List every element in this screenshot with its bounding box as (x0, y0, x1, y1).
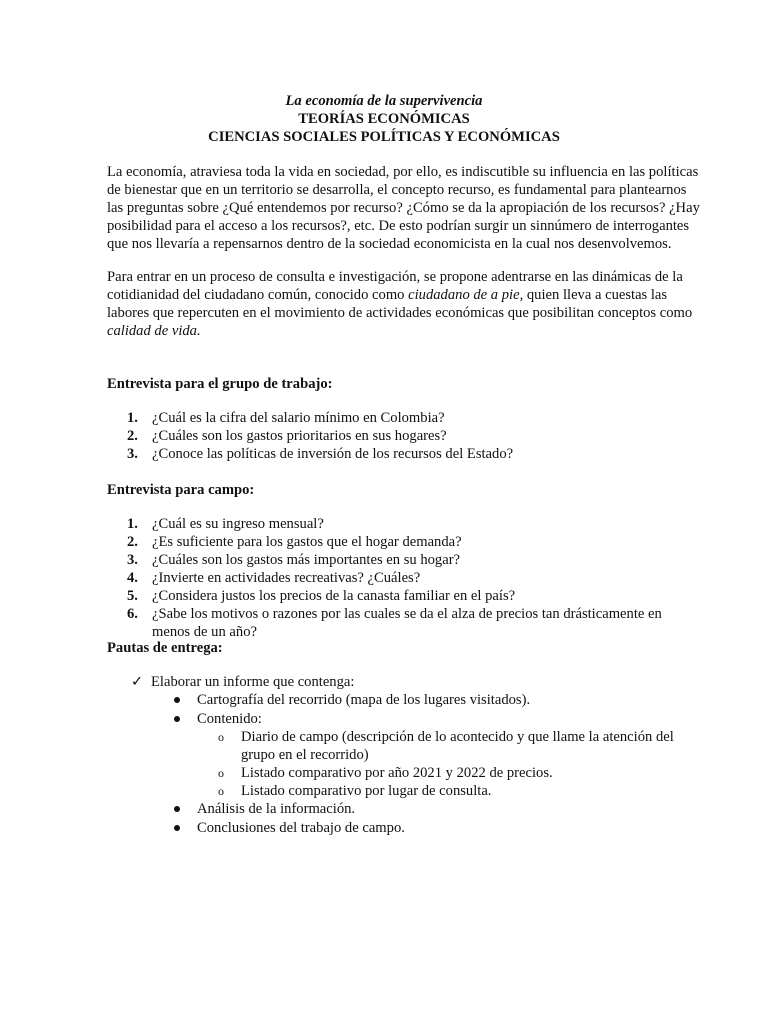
intro-paragraph (107, 163, 700, 253)
sub-item-line: Diario de campo (descripción de lo acontecido y que llame la atención del (241, 729, 674, 745)
consulta-paragraph (107, 268, 693, 340)
intro-line: posibilidad para el acceso a los recursos?, etc. De esto podrían surgir un sinnúmero de interrogantes (107, 218, 690, 234)
list-item (107, 515, 667, 533)
sub-item-line: Listado comparativo por año 2021 y 2022 de precios. (241, 765, 553, 781)
field-interview-heading: Entrevista para campo: (107, 482, 255, 498)
item-number: 2. (127, 428, 138, 444)
item-number: 4. (127, 570, 138, 586)
item-number: 1. (127, 516, 138, 532)
list-item (107, 587, 667, 605)
check-item-text: Elaborar un informe que contenga: (151, 674, 355, 690)
item-text: ¿Conoce las políticas de inversión de los recursos del Estado? (152, 446, 514, 462)
consulta-line: Para entrar en un proceso de consulta e investigación, se propone adentrarse en las dinámicas de la (107, 269, 683, 285)
delivery-heading: Pautas de entrega: (107, 640, 223, 656)
circle-bullet-icon: o (218, 784, 224, 798)
item-text: ¿Cuál es su ingreso mensual? (152, 516, 324, 532)
sub-item-text (241, 782, 662, 800)
intro-line: que nos llevaría a repensarnos dentro de la sociedad economicista en la cual nos desenvolvemos. (107, 236, 672, 252)
list-item (107, 605, 667, 641)
item-number: 3. (127, 552, 138, 568)
document-subtitle: La economía de la supervivencia (285, 93, 483, 109)
bullet-text: Conclusiones del trabajo de campo. (197, 820, 405, 836)
bullet-text: Cartografía del recorrido (mapa de los lugares visitados). (197, 692, 531, 708)
item-text: ¿Cuáles son los gastos prioritarios en sus hogares? (152, 428, 447, 444)
list-item (107, 409, 667, 427)
calidad-de-vida: calidad de vida. (107, 323, 201, 339)
intro-line: las preguntas sobre ¿Qué entendemos por recurso? ¿Cómo se da la apropiación de los recursos? ¿Hay (107, 200, 700, 216)
item-number: 6. (127, 606, 138, 622)
bullet-icon (174, 716, 180, 722)
list-item (107, 445, 667, 463)
list-item (107, 533, 667, 551)
consulta-text: quien lleva a cuestas las (523, 287, 668, 303)
item-number: 3. (127, 446, 138, 462)
list-item (107, 427, 667, 445)
circle-bullet-icon: o (218, 730, 224, 744)
group-interview-heading: Entrevista para el grupo de trabajo: (107, 376, 333, 392)
item-text: ¿Invierte en actividades recreativas? ¿Cuáles? (152, 570, 421, 586)
intro-line: de bienestar que en un territorio se desarrolla, el concepto recurso, es fundamental para plantearnos (107, 182, 687, 198)
document-title: TEORÍAS ECONÓMICAS (298, 111, 470, 127)
item-number: 5. (127, 588, 138, 604)
list-item (107, 551, 667, 569)
item-text: ¿Cuál es la cifra del salario mínimo en Colombia? (152, 410, 445, 426)
bullet-text: Contenido: (197, 711, 262, 727)
item-text: ¿Considera justos los precios de la canasta familiar en el país? (152, 588, 516, 604)
sub-item-line: grupo en el recorrido) (241, 747, 369, 763)
document-course: CIENCIAS SOCIALES POLÍTICAS Y ECONÓMICAS (208, 129, 560, 145)
consulta-line (107, 286, 668, 304)
item-text: ¿Sabe los motivos o razones por las cuales se da el alza de precios tan drásticamente en menos de un año? (152, 606, 662, 640)
checkmark-icon: ✓ (131, 674, 144, 690)
group-interview-list (107, 409, 667, 463)
item-number: 1. (127, 410, 138, 426)
consulta-line: labores que repercuten en el movimiento de actividades económicas que posibilitan conceptos como (107, 305, 693, 321)
bullet-text: Análisis de la información. (197, 801, 356, 817)
bullet-icon (174, 697, 180, 703)
document-header (0, 92, 768, 146)
sub-item-text (241, 728, 674, 764)
circle-bullet-icon: o (218, 766, 224, 780)
bullet-icon (174, 825, 180, 831)
item-number: 2. (127, 534, 138, 550)
list-item (107, 569, 667, 587)
ciudadano-de-a-pie: ciudadano de a pie, (408, 287, 524, 303)
sub-item-line: Listado comparativo por lugar de consulta. (241, 783, 492, 799)
field-interview-list (107, 515, 667, 641)
bullet-icon (174, 806, 180, 812)
consulta-text: cotidianidad del ciudadano común, conocido como (107, 287, 409, 303)
intro-line: La economía, atraviesa toda la vida en sociedad, por ello, es indiscutible su influencia en las políticas (107, 164, 699, 180)
item-text: ¿Cuáles son los gastos más importantes en su hogar? (152, 552, 461, 568)
sub-item-text (241, 764, 662, 782)
item-text: ¿Es suficiente para los gastos que el hogar demanda? (152, 534, 462, 550)
